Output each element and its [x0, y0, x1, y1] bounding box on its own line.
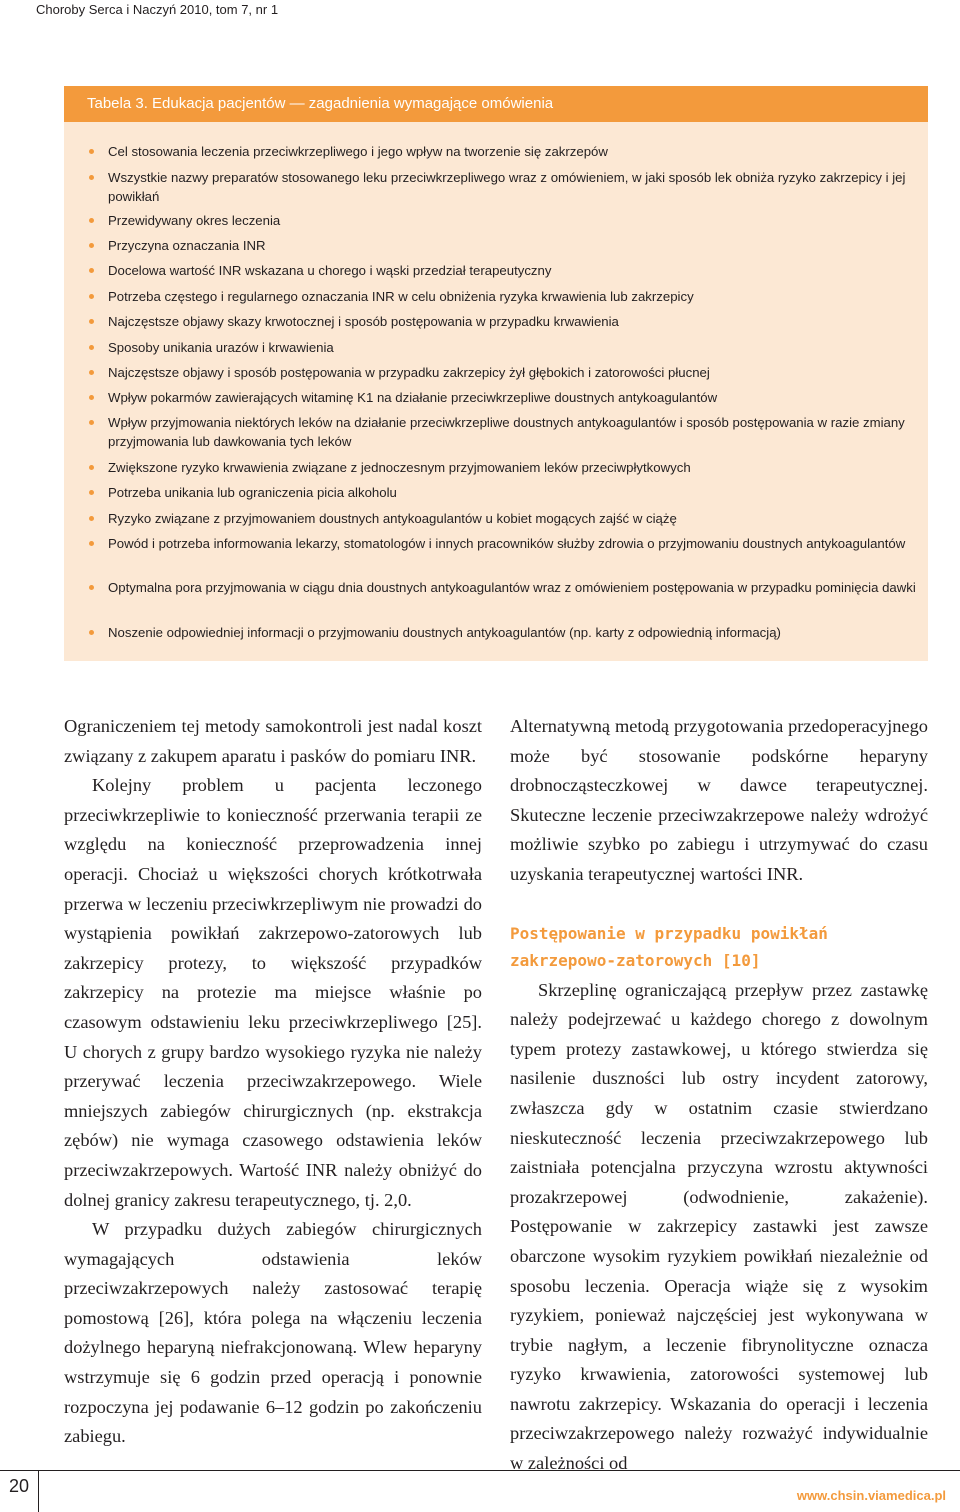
table-item: Optymalna pora przyjmowania w ciągu dnia doustnych antykoagulantów wraz z omówieniem postępowania w przypadku pominięcia dawki — [108, 578, 918, 597]
table-item: Sposoby unikania urazów i krwawienia — [108, 338, 918, 357]
body-paragraph: Ograniczeniem tej metody samokontroli jest nadal koszt związany z zakupem aparatu i pasków do pomiaru INR. — [64, 716, 482, 766]
table-item: Przyczyna oznaczania INR — [108, 236, 918, 255]
table-item: Docelowa wartość INR wskazana u chorego i wąski przedział terapeutyczny — [108, 261, 918, 280]
table-item: Przewidywany okres leczenia — [108, 211, 918, 230]
section-heading-line: zakrzepowo-zatorowych [10] — [510, 950, 761, 970]
table-item: Wpływ pokarmów zawierających witaminę K1 na działanie przeciwkrzepliwe doustnych antykoagulantów — [108, 388, 918, 407]
table-item: Potrzeba częstego i regularnego oznaczania INR w celu obniżenia ryzyka krwawienia lub zakrzepicy — [108, 287, 918, 306]
journal-header: Choroby Serca i Naczyń 2010, tom 7, nr 1 — [36, 2, 279, 17]
table-title: Tabela 3. Edukacja pacjentów — zagadnienia wymagające omówienia — [64, 86, 928, 122]
table-item: Wpływ przyjmowania niektórych leków na działanie przeciwkrzepliwe doustnych antykoagulantów i sposób postępowania w razie zmiany przyjmowania lub dawkowania tych leków — [108, 413, 918, 451]
body-paragraph: Skrzeplinę ograniczającą przepływ przez zastawkę należy podejrzewać u każdego chorego z dowolnym typem protezy zastawkowej, u którego stwierdza się nasilenie duszności lub ostry incydent zatorowy, zwłaszcza gdy w ostatnim czasie stwierdzano nieskuteczność leczenia przeciwzakrzepowego lub zaistniała potencjalna przyczyna wzrostu aktywności prozakrzepowej (odwodnienie, zakażenie). Postępowanie w zakrzepicy zastawki jest zawsze obarczone wysokim ryzykiem powikłań niezależnie od sposobu leczenia. Operacja wiąże się z wysokim ryzykiem, ponieważ najczęściej jest wykonywana w trybie nagłym, a leczenie fibrynolityczne oznacza ryzyko krwawienia, zatorowości systemowej lub nawrotu zakrzepicy. Wskazania do operacji i leczenia przeciwzakrzepowego należy rozważyć indywidualnie w zależności od — [510, 979, 928, 1474]
table-item: Cel stosowania leczenia przeciwkrzepliwego i jego wpływ na tworzenie się zakrzepów — [108, 142, 918, 161]
table-item: Ryzyko związane z przyjmowaniem doustnych antykoagulantów u kobiet mogących zajść w ciążę — [108, 509, 918, 528]
table-item: Potrzeba unikania lub ograniczenia picia alkoholu — [108, 483, 918, 502]
table-item: Noszenie odpowiedniej informacji o przyjmowaniu doustnych antykoagulantów (np. karty z odpowiednią informacją) — [108, 623, 918, 642]
body-paragraph: W przypadku dużych zabiegów chirurgicznych wymagających odstawienia leków przeciwzakrzepowych należy zastosować terapię pomostową [26], która polega na włączeniu leczenia dożylnego heparyną niefrakcjonowaną. Wlew heparyny wstrzymuje się 6 godzin przed operacją i ponownie rozpoczyna jej podawanie 6–12 godzin po zakończeniu zabiegu. — [64, 1219, 482, 1447]
left-column — [64, 712, 482, 1452]
table-item: Wszystkie nazwy preparatów stosowanego leku przeciwkrzepliwego wraz z omówieniem, w jaki sposób lek obniża ryzyko zakrzepicy i jej powikłań — [108, 168, 918, 206]
table-item: Powód i potrzeba informowania lekarzy, stomatologów i innych pracowników służby zdrowia o przyjmowaniu doustnych antykoagulantów — [108, 534, 918, 553]
table-item: Zwiększone ryzyko krwawienia związane z jednoczesnym przyjmowaniem leków przeciwpłytkowych — [108, 458, 918, 477]
body-paragraph: Kolejny problem u pacjenta leczonego przeciwkrzepliwie to konieczność przerwania terapii ze względu na konieczność przeprowadzenia innej operacji. Chociaż u większości chorych krótkotrwała przerwa w leczeniu przeciwkrzepliwym nie prowadzi do wystąpienia powikłań zakrzepowo-zatorowych lub zakrzepicy protezy, to większość przypadków zakrzepicy na protezie ma miejsce właśnie po czasowym odstawieniu leku przeciwkrzepliwego [25]. U chorych z grupy bardzo wysokiego ryzyka nie należy przerywać leczenia przeciwzakrzepowego. Wiele mniejszych zabiegów chirurgicznych (np. ekstrakcja zębów) nie wymaga czasowego odstawienia leków przeciwzakrzepowych. Wartość INR należy obniżyć do dolnej granicy zakresu terapeutycznego, tj. 2,0. — [64, 775, 482, 1210]
footer-rule — [38, 1470, 960, 1471]
footer-url[interactable]: www.chsin.viamedica.pl — [796, 1488, 946, 1503]
table-item: Najczęstsze objawy skazy krwotocznej i sposób postępowania w przypadku krwawienia — [108, 312, 918, 331]
section-heading — [510, 920, 928, 974]
section-heading-line: Postępowanie w przypadku powikłań — [510, 923, 828, 943]
body-paragraph: Alternatywną metodą przygotowania przedoperacyjnego może być stosowanie podskórne heparyny drobnocząsteczkowej w dawce terapeutycznej. Skuteczne leczenie przeciwzakrzepowe należy wdrożyć możliwie szybko po zabiegu i utrzymywać do czasu uzyskania terapeutycznej wartości INR. — [510, 716, 928, 884]
education-table — [64, 86, 928, 661]
page-number: 20 — [8, 1476, 30, 1496]
right-column — [510, 712, 928, 1479]
table-item: Najczęstsze objawy i sposób postępowania w przypadku zakrzepicy żył głębokich i zatorowości płucnej — [108, 363, 918, 382]
